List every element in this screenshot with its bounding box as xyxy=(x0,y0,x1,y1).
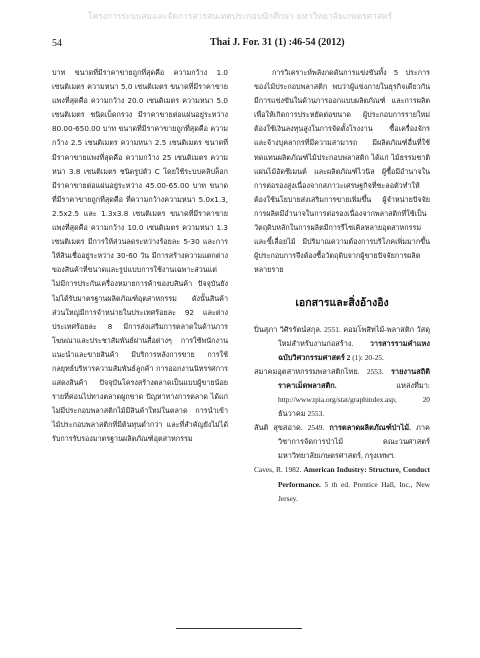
watermark-text: โครงการระบบสมและจัดการสารสนเทศประกอบนักศึกษา มหาวิทยาลัยเกษตรศาสตร์ xyxy=(87,12,393,22)
body-paragraph: บาท ขนาดที่มีราคาขายถูกที่สุดคือ ความกว้าง 1.0 เซนติเมตร ความหนา 5.0 เซนติเมตร ขนาดที่มีราคาขายแพงที่สุดคือ ความกว้าง 20.0 เซนติเมตร ความหนา 5.0 เซนติเมตร ชนิดเบ็ดกรวง มีราคาขายต่อแผ่นอยู่ระหว่าง 80.00-650.00 บาท ขนาดที่มีราคาขายถูกที่สุดคือ ความกว้าง 2.5 เซนติเมตร ความหนา 2.5 เซนติเมตร ขนาดที่มีราคาขายแพงที่สุดคือ ความกว้าง 25 เซนติเมตร ความหนา 3.8 เซนติเมตร ชนิดรูปตัว C โดยใช้ระบบคลิปล็อก มีราคาขายต่อแผ่นอยู่ระหว่าง 45.00-65.00 บาท ขนาดที่มีราคาขายถูกที่สุดคือ ที่ความกว้างความหนา 5.0x1.3, 2.5x2.5 และ 1.3x3.8 เซนติเมตร ขนาดที่มีราคาขายแพงที่สุดคือ ความกว้าง 10.0 เซนติเมตร ความหนา 1.3 เซนติเมตร มีการให้ส่วนลดระหว่างร้อยละ 5-30 และการให้สินเชื่ออยู่ระหว่าง 30-60 วัน มีการสร้างความแตกต่างของสินค้าที่ขนาดและรูปแบบการใช้งานเฉพาะส่วนแต่ไม่มีการประกันเครื่องหมายการค้าของบสินค้า ปัจจุบันยังไม่ได้รับมาตรฐานผลิตภัณฑ์อุตสาหกรรม ดังนั้นสินค้าส่วนใหญ่มีการจำหน่ายในประเทศร้อยละ 92 และต่างประเทศร้อยละ 8 มีการส่งเสริมการตลาดในด้านการโฆษณาและประชาสัมพันธ์ผ่านสื่อต่างๆ การใช้พนักงานแนะนำและขายสินค้า มีบริการหลังการขาย การใช้กลยุทธ์บริหารความสัมพันธ์ลูกค้า การออกงานนิทรรศการแสดงสินค้า ปัจจุบันโครงสร้างตลาดเป็นแบบผู้ขายน้อยรายที่ค่อนไปทางตลาดผูกขาด ปัญหาทางการตลาด ได้แก่ ไม่มีประกอบพลาสติกไม้มีสินค้าใหม่ในตลาด การนำเข้าไม้ประกอบพลาสติกที่มีต้นทุนต่ำกว่า และที่สำคัญยังไม่ได้รับการรับรองมาตรฐานผลิตภัณฑ์อุตสาหกรรม xyxy=(52,68,228,444)
left-column xyxy=(52,66,228,447)
reference-item: สันติ สุขสอาด. 2549. การตลาดผลิตภัณฑ์ป่าไม้. ภาควิชาการจัดการป่าไม้ คณะวนศาสตร์ มหาวิทยาลัยเกษตรศาสตร์, กรุงเทพฯ. xyxy=(254,423,430,461)
references-heading: เอกสารและสิ่งอ้างอิง xyxy=(295,297,389,310)
page-number: 54 xyxy=(52,38,62,49)
reference-item: สมาคมอุตสาหกรรมพลาสติกไทย. 2553. รายงานสถิติราคาเม็ดพลาสติก. แหล่งที่มา: http://www.tpia.org/stat/graphindex.asp, 20 ธันวาคม 2553. xyxy=(254,366,430,419)
reference-list xyxy=(254,323,430,506)
body-paragraph: การวิเคราะห์พลังกดดันการแข่งขันทั้ง 5 ประการของไม้ประกอบพลาสติก พบว่าผู้แข่งภายในธุรกิจเดียวกันมีการแข่งขันในด้านการออกแบบผลิตภัณฑ์ และการผลิตเพื่อให้เกิดการประหยัดต่อขนาด ผู้ประกอบการรายใหม่ต้องใช้เงินลงทุนสูงในการจัดตั้งโรงงาน ซื้อเครื่องจักร และจ้างบุคลากรที่มีความสามารถ มีผลิตภัณฑ์อื่นที่ใช้ทดแทนผลิตภัณฑ์ไม้ประกอบพลาสติก ได้แก่ ไม้ธรรมชาติ แผ่นไม้อัดซีเมนต์ และผลิตภัณฑ์ไวนิล ผู้ซื้อมีอำนาจในการต่อรองสูงเนื่องจากสภาวะเศรษฐกิจที่ชะลอตัวทำให้ต้องใช้นโยบายส่งเสริมการขายเพิ่มขึ้น ผู้จำหน่ายปัจจัยการผลิตมีอำนาจในการต่อรองเนื่องจากพลาสติกที่ใช้เป็นวัตถุดิบหลักในการผลิตมีการรีไซเคิลหลายอุตสาหกรรม และขี้เลื่อยไม้ มีปริมาณความต้องการบริโภคเพิ่มมากขึ้น ผู้ประกอบการจึงต้องซื้อวัตถุดิบจากผู้ขายปัจจัยการผลิตหลายราย xyxy=(254,68,430,275)
right-column xyxy=(254,66,430,506)
reference-item: Caves, R. 1982. American Industry: Structure, Conduct Performance. 5 th ed. Prentice Hall, Inc., New Jersey. xyxy=(254,465,430,503)
running-head: Thai J. For. 31 (1) :46-54 (2012) xyxy=(210,37,345,48)
reference-item: ปิ่นสุภา วิศิรรัตน์สกุล. 2551. คอมโพสิทไม้-พลาสติก วัสดุใหม่สำหรับงานก่อสร้าง. วารสารรามคำแหง ฉบับวิศวกรรมศาสตร์ 2 (1): 20-25. xyxy=(254,324,430,362)
end-rule xyxy=(176,628,302,629)
